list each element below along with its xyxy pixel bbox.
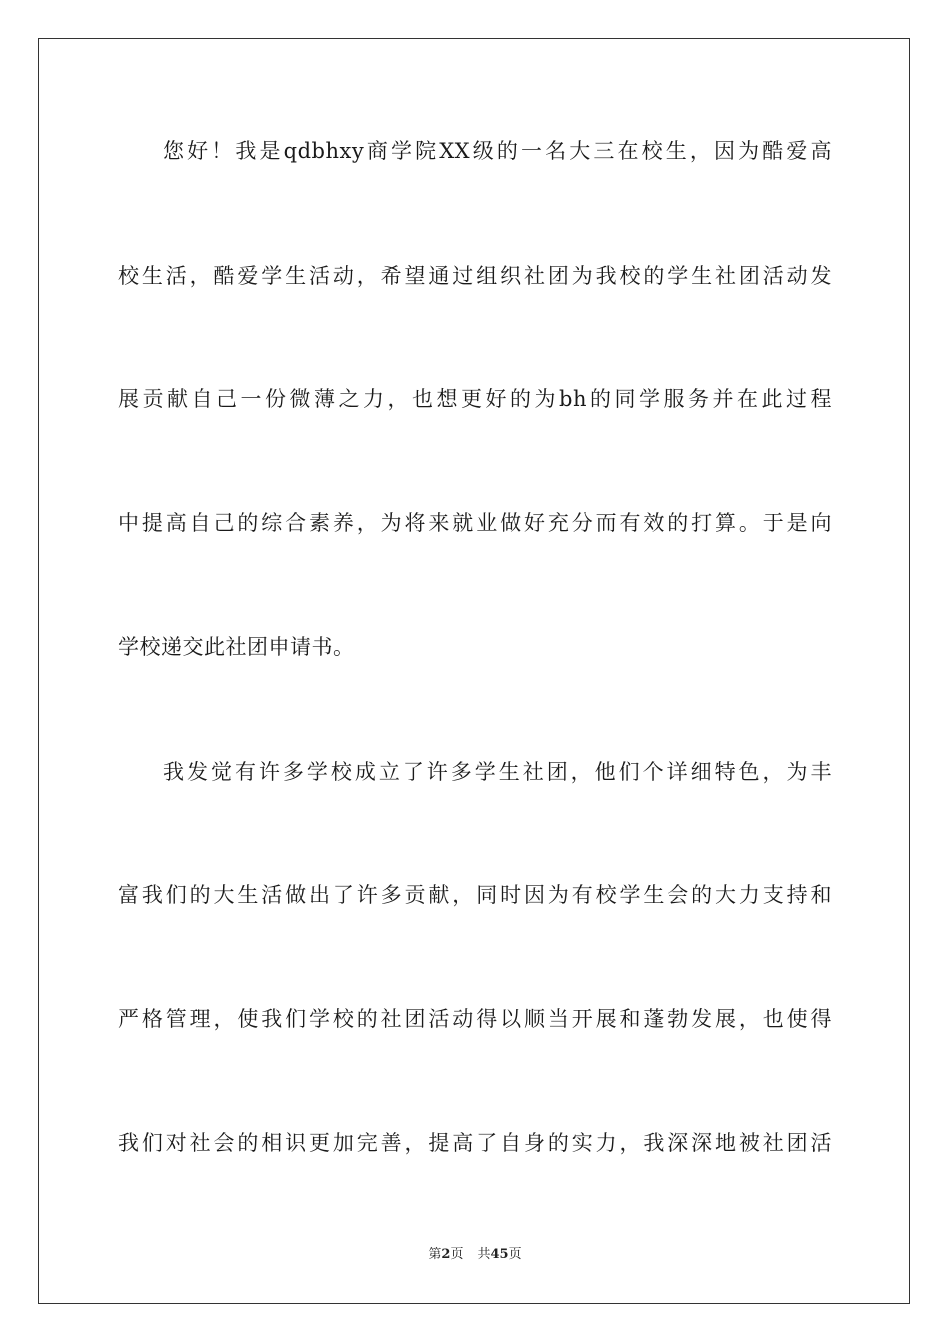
paragraph-2-line-1: 我发觉有许多学校成立了许多学生社团，他们个详细特色，为丰 xyxy=(163,760,832,784)
paragraph-1-line-4: 中提高自己的综合素养，为将来就业做好充分而有效的打算。于是向 xyxy=(118,511,832,535)
paragraph-2-line-4: 我们对社会的相识更加完善，提高了自身的实力，我深深地被社团活 xyxy=(118,1131,832,1155)
page-suffix: 页 xyxy=(450,1247,464,1262)
total-prefix: 共 xyxy=(477,1247,491,1262)
paragraph-2-line-2: 富我们的大生活做出了许多贡献，同时因为有校学生会的大力支持和 xyxy=(118,883,832,907)
paragraph-1-line-2: 校生活，酷爱学生活动，希望通过组织社团为我校的学生社团活动发 xyxy=(118,264,832,288)
page-footer xyxy=(0,1247,950,1263)
page-prefix: 第 xyxy=(428,1247,442,1262)
total-suffix: 页 xyxy=(508,1247,522,1262)
page-border xyxy=(38,38,910,1304)
paragraph-1-line-3: 展贡献自己一份微薄之力，也想更好的为bh的同学服务并在此过程 xyxy=(118,387,832,411)
paragraph-1-line-1: 您好！我是qdbhxy商学院XX级的一名大三在校生，因为酷爱高 xyxy=(163,139,832,163)
total-pages: 45 xyxy=(490,1247,509,1262)
page-number: 2 xyxy=(441,1247,451,1262)
paragraph-2-line-3: 严格管理，使我们学校的社团活动得以顺当开展和蓬勃发展，也使得 xyxy=(118,1007,832,1031)
paragraph-1-line-5: 学校递交此社团申请书。 xyxy=(118,635,355,659)
